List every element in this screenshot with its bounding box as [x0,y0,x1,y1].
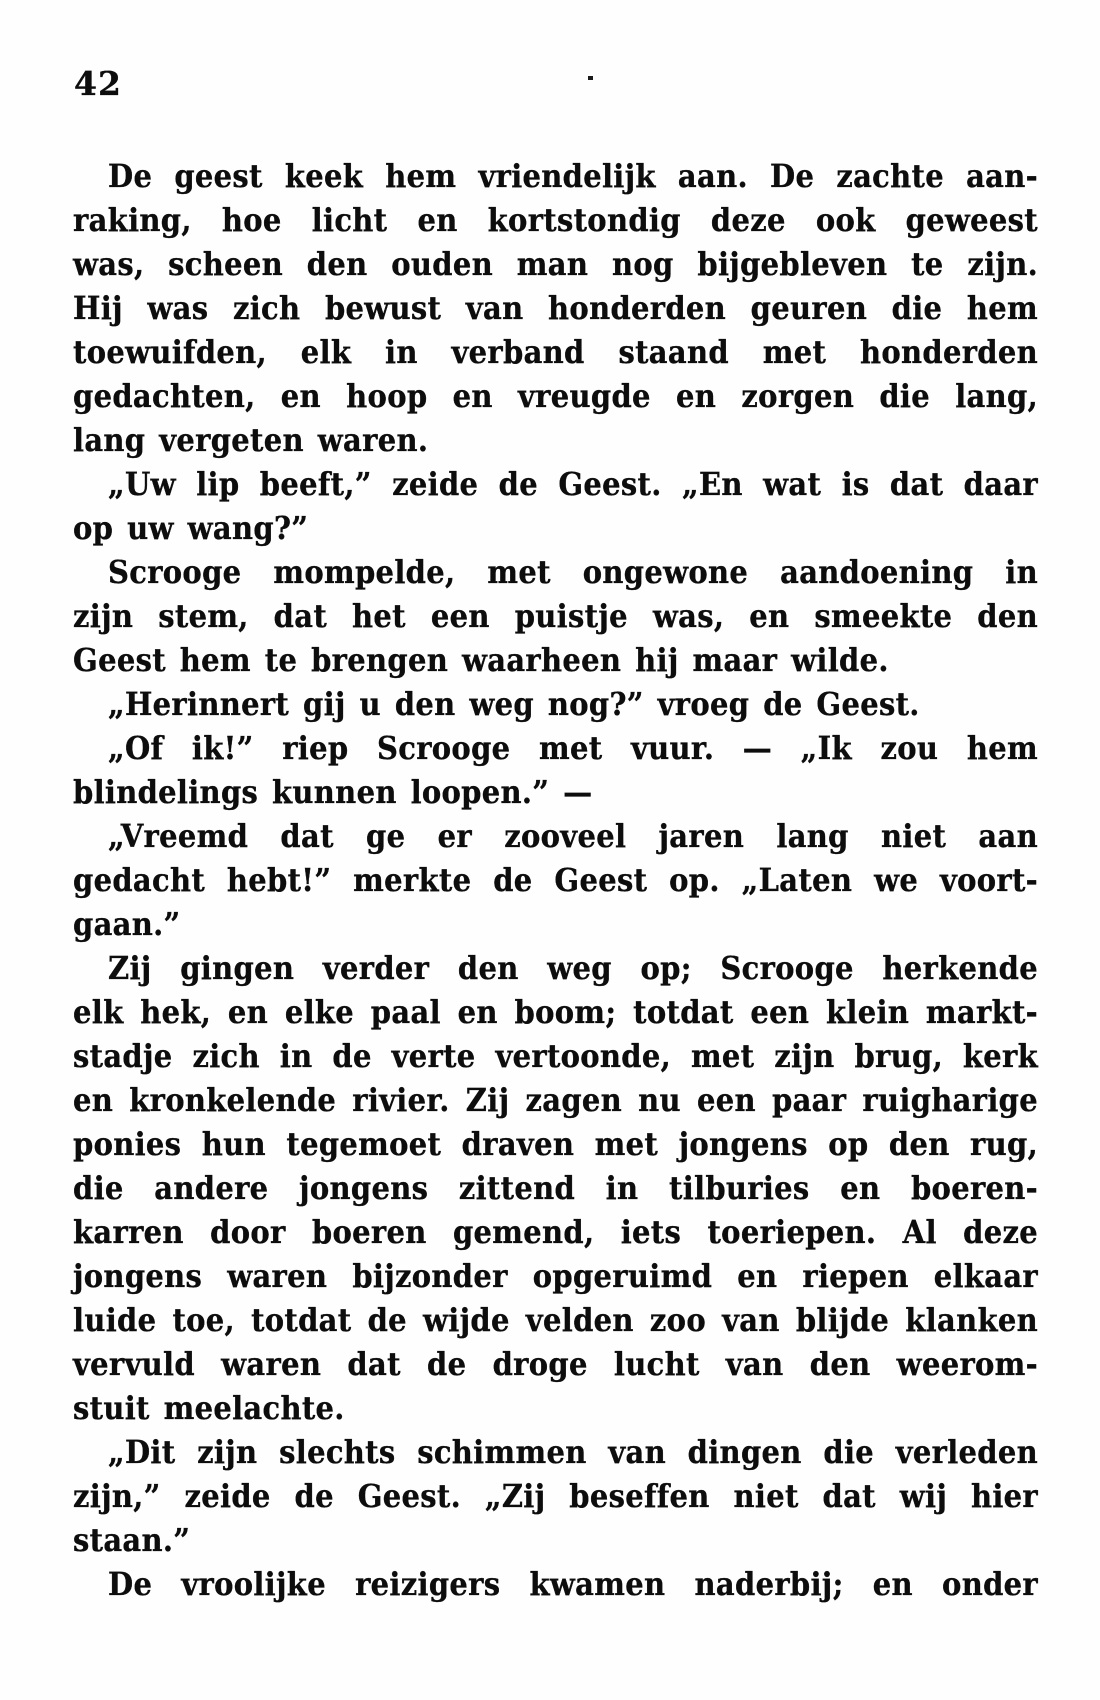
text-line: De vroolijke reizigers kwamen naderbij; en onder [108,1565,1038,1603]
text-line: gedacht hebt!” merkte de Geest op. „Laten we voort- [73,861,1038,899]
text-line: Geest hem te brengen waarheen hij maar wilde. [73,641,889,679]
text-line: ponies hun tegemoet draven met jongens op den rug, [73,1125,1038,1163]
paragraph [73,462,1038,550]
paragraph [73,682,1038,726]
paragraph [73,1430,1038,1562]
text-line: blindelings kunnen loopen.” — [73,773,593,811]
text-line: en kronkelende rivier. Zij zagen nu een paar ruigharige [73,1081,1038,1119]
text-line: toewuifden, elk in verband staand met honderden [73,333,1038,371]
text-line: Zij gingen verder den weg op; Scrooge herkende [108,949,1038,987]
text-line: zijn,” zeide de Geest. „Zij beseffen niet dat wij hier [73,1477,1038,1515]
text-line: lang vergeten waren. [73,421,429,459]
text-line: Scrooge mompelde, met ongewone aandoening in [108,553,1038,591]
text-line: die andere jongens zittend in tilburies en boeren- [73,1169,1038,1207]
text-line: luide toe, totdat de wijde velden zoo van blijde klanken [73,1301,1038,1339]
text-line: jongens waren bijzonder opgeruimd en riepen elkaar [73,1257,1038,1295]
text-line: raking, hoe licht en kortstondig deze ook geweest [73,201,1038,239]
text-line: was, scheen den ouden man nog bijgebleven te zijn. [73,245,1038,283]
page-number: 42 [74,64,122,103]
text-line: „Vreemd dat ge er zooveel jaren lang niet aan [108,817,1038,855]
ink-speck [588,76,593,80]
text-line: De geest keek hem vriendelijk aan. De zachte aan- [108,157,1038,195]
text-line: staan.” [73,1521,191,1559]
text-block [73,154,1038,1606]
text-line: „Herinnert gij u den weg nog?” vroeg de Geest. [108,685,920,723]
text-line: elk hek, en elke paal en boom; totdat een klein markt- [73,993,1038,1031]
paragraph [73,814,1038,946]
paragraph [73,726,1038,814]
text-line: gaan.” [73,905,181,943]
text-line: Hij was zich bewust van honderden geuren die hem [73,289,1038,327]
text-line: „Uw lip beeft,” zeide de Geest. „En wat is dat daar [108,465,1038,503]
text-line: vervuld waren dat de droge lucht van den weerom- [73,1345,1038,1383]
paragraph [73,550,1038,682]
text-line: gedachten, en hoop en vreugde en zorgen die lang, [73,377,1038,415]
text-line: karren door boeren gemend, iets toeriepen. Al deze [73,1213,1038,1251]
text-line: „Dit zijn slechts schimmen van dingen die verleden [108,1433,1038,1471]
text-line: op uw wang?” [73,509,309,547]
paragraph [73,946,1038,1430]
paragraph [73,1562,1038,1606]
text-line: stuit meelachte. [73,1389,345,1427]
text-line: stadje zich in de verte vertoonde, met zijn brug, kerk [73,1037,1038,1075]
text-line: „Of ik!” riep Scrooge met vuur. — „Ik zou hem [108,729,1038,767]
text-line: zijn stem, dat het een puistje was, en smeekte den [73,597,1038,635]
paragraph [73,154,1038,462]
